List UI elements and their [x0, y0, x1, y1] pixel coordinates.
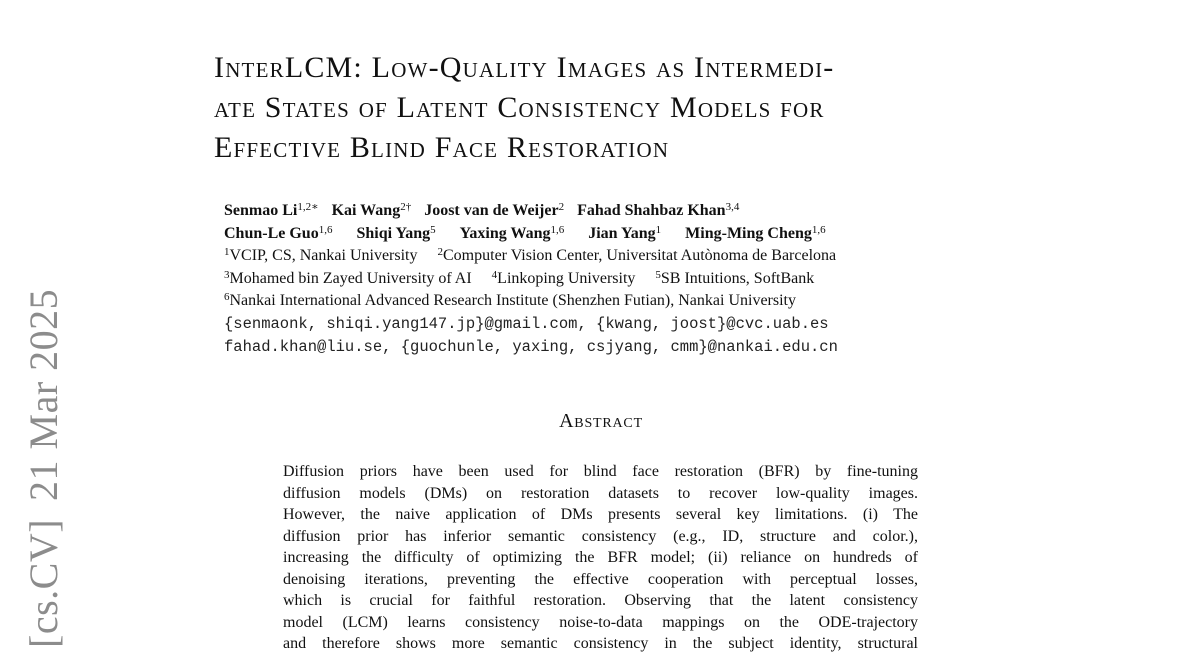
title-line-3: Effective Blind Face Restoration	[214, 131, 670, 164]
affiliation-row-3	[224, 290, 1024, 313]
author-affil-mark: 1,2∗	[297, 201, 319, 213]
affiliation-text: Computer Vision Center, Universitat Autònoma de Barcelona	[443, 247, 837, 265]
author-affil-mark: 1,6	[811, 223, 826, 236]
abstract-line: Diffusion priors have been used for blind face restoration (BFR) by fine-tuning	[283, 463, 918, 480]
affiliation-row-1	[224, 245, 1024, 268]
author-name: Jian Yang	[588, 224, 656, 242]
author-name: Senmao Li	[224, 202, 298, 219]
author-affil-mark: 3,4	[725, 201, 740, 213]
affiliation-mark: 5	[655, 268, 661, 281]
affiliation-text: Mohamed bin Zayed University of AI	[229, 269, 472, 287]
email-line-2: fahad.khan@liu.se, {guochunle, yaxing, csjyang, cmm}@nankai.edu.cn	[224, 337, 838, 356]
author-affil-mark: 2	[558, 201, 565, 213]
abstract-line: However, the naive application of DMs presents several key limitations. (i) The	[283, 506, 918, 523]
affiliation-row-2	[224, 268, 1024, 291]
author-affil-mark: 5	[430, 223, 436, 236]
abstract-line: increasing the difficulty of optimizing the BFR model; (ii) reliance on hundreds of	[283, 549, 918, 566]
affiliation-mark: 3	[224, 268, 230, 281]
abstract-line: model (LCM) learns consistency noise-to-data mappings on the ODE-trajectory	[283, 613, 918, 631]
affiliation-text: Linkoping University	[497, 269, 636, 287]
author-name: Kai Wang	[331, 202, 401, 219]
abstract-heading	[0, 410, 1200, 433]
author-name: Joost van de Weijer	[424, 202, 559, 219]
affiliation-text: SB Intuitions, SoftBank	[660, 269, 815, 287]
title-line-1: InterLCM: Low-Quality Images as Intermedi-	[214, 51, 835, 84]
email-line-1: {senmaonk, shiqi.yang147.jp}@gmail.com, {kwang, joost}@cvc.uab.es	[224, 314, 829, 333]
author-affil-mark: 1,6	[318, 223, 333, 236]
arxiv-date: 21 Mar 2025	[21, 288, 66, 501]
arxiv-category: [cs.CV]	[21, 518, 66, 648]
author-name: Chun-Le Guo	[224, 224, 319, 242]
abstract-line: and therefore shows more semantic consistency in the subject identity, structural	[283, 635, 918, 652]
abstract-heading-text: Abstract	[559, 410, 643, 432]
author-row-2	[224, 223, 1024, 246]
author-affil-mark: 1	[655, 223, 662, 236]
affiliation-mark: 2	[437, 246, 443, 259]
abstract-line: which is crucial for faithful restoration. Observing that the latent consistency	[283, 592, 918, 609]
affiliation-mark: 1	[224, 246, 230, 259]
affiliation-text: VCIP, CS, Nankai University	[229, 247, 418, 265]
author-name: Fahad Shahbaz Khan	[577, 202, 726, 219]
author-block	[224, 200, 1024, 358]
author-name: Ming-Ming Cheng	[685, 224, 812, 242]
abstract-body	[283, 461, 918, 655]
arxiv-identifier-stamp	[20, 289, 68, 648]
title-line-2: ate States of Latent Consistency Models for	[214, 91, 825, 124]
author-name: Shiqi Yang	[356, 224, 431, 242]
affiliation-mark: 6	[224, 291, 230, 304]
paper-title	[214, 48, 1014, 168]
affiliation-text: Nankai International Advanced Research Institute (Shenzhen Futian), Nankai University	[229, 292, 796, 310]
author-affil-mark: 1,6	[550, 223, 565, 236]
abstract-line: diffusion models (DMs) on restoration datasets to recover low-quality images.	[283, 484, 918, 502]
author-affil-mark: 2†	[400, 201, 412, 213]
abstract-line: diffusion prior has inferior semantic consistency (e.g., ID, structure and color.),	[283, 527, 918, 545]
author-row-1	[224, 200, 1024, 223]
affiliation-mark: 4	[491, 268, 498, 281]
abstract-line: denoising iterations, preventing the effective cooperation with perceptual losses,	[283, 570, 918, 588]
author-name: Yaxing Wang	[459, 224, 551, 242]
